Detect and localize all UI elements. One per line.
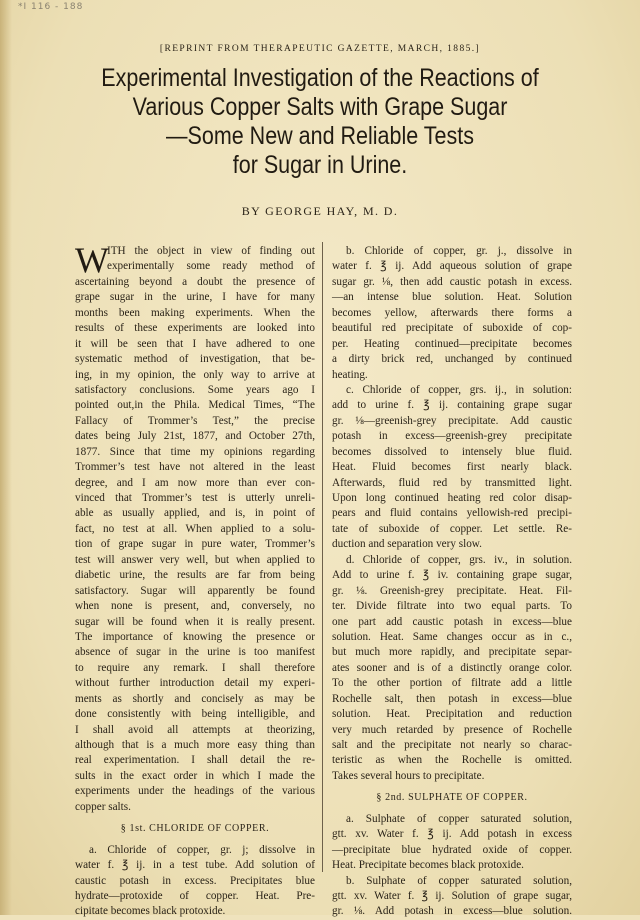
text-line: 1877. Since that time my opinions regarding <box>75 445 315 458</box>
text-line: per. Heating continued—precipitate becomes <box>332 337 572 350</box>
title-line: —Some New and Reliable Tests <box>166 122 474 150</box>
text-line: satisfactory. Sugar will apparently be found <box>75 584 315 597</box>
text-line: salt and the precipitate not nearly so charac- <box>332 739 572 751</box>
text-line: —an intense blue solution. Heat. Solution <box>332 291 572 304</box>
text-line: experimentally some ready method of <box>107 260 315 273</box>
text-line: becomes yellow, afterwards there forms a <box>332 306 572 319</box>
text-line: solution. Heat. Precipitation and reduction <box>332 708 572 721</box>
text-line: hydrate—protoxide of copper. Heat. Pre- <box>75 889 315 902</box>
text-line: gtt. xv. Water f. ℥ ij. Solution of grape sugar, <box>332 889 572 902</box>
text-line: sults in the exact order in which I made the <box>75 769 315 782</box>
text-line: I shall avoid all attempts at theorizing, <box>75 723 315 736</box>
drop-cap: W <box>75 240 109 280</box>
text-line: a. Chloride of copper, gr. j; dissolve in <box>89 843 315 856</box>
archive-mark: *I 116 - 188 <box>18 2 84 12</box>
text-line: pears and fluid contains yellowish-red precipi- <box>332 507 572 520</box>
text-line: absence of sugar in the urine is too manifest <box>75 646 315 659</box>
text-line: but much more rapidly, and precipitate separ- <box>332 646 572 659</box>
text-line: one part add caustic potash in excess—blue <box>332 615 572 628</box>
text-line: b. Chloride of copper, gr. j., dissolve in <box>346 245 572 257</box>
text-line: degree, and I am now more than ever con- <box>75 476 315 489</box>
text-line: able as usually applied, and is, in point of <box>75 507 315 520</box>
text-line: real experimentation. I shall detail the re- <box>75 754 315 767</box>
text-line: a dirty brick red, unchanged by continued <box>332 353 572 366</box>
text-line: months been making experiments. When the <box>75 306 315 319</box>
text-line: gr. ⅛. Add potash in excess—blue solution. <box>332 905 572 918</box>
text-line: d. Chloride of copper, grs. iv., in solution. <box>346 553 572 566</box>
text-line: cipitate becomes black protoxide. <box>75 905 226 918</box>
left-column <box>75 240 315 920</box>
text-line: gr. ⅛—greenish-grey precipitate. Add caustic <box>332 414 572 427</box>
section-heading: § 1st. CHLORIDE OF COPPER. <box>120 823 270 835</box>
text-line: duction and separation very slow. <box>332 538 482 551</box>
text-line: dates being July 21st, 1877, and October 27th, <box>75 430 315 443</box>
text-line: water f. ℥ ij. Add aqueous solution of grape <box>332 260 572 273</box>
column-divider <box>322 242 323 872</box>
text-line: very much retarded by presence of Rochelle <box>332 723 572 736</box>
text-line: ments as shortly and concisely as may be <box>75 692 315 705</box>
text-line: tate of suboxide of copper. Let settle. Re- <box>332 522 572 535</box>
text-line: results of these experiments are looked into <box>75 322 315 335</box>
text-line: water f. ℥ ij. in a test tube. Add solution of <box>75 859 315 872</box>
text-line: ascertaining beyond a doubt the presence of <box>75 275 315 288</box>
text-line: heating. <box>332 368 368 381</box>
text-line: teristic as when the Rochelle is omitted. <box>332 754 572 767</box>
text-line: without further introduction detail my experi- <box>75 677 315 690</box>
text-line: ates sooner and is of a distinctly orange color. <box>332 661 572 674</box>
text-line: To the other portion of filtrate add a little <box>332 677 572 690</box>
text-line: c. Chloride of copper, grs. ij., in solution: <box>346 383 572 396</box>
text-line: The importance of knowing the presence or <box>75 630 315 643</box>
text-line: ing, in my opinion, the only way to arrive at <box>75 368 315 381</box>
text-line: fact, no test at all. When applied to a solu- <box>75 522 315 535</box>
text-line: gr. ⅛. Greenish-grey precipitate. Heat. Fil- <box>332 584 572 597</box>
text-line: satisfactory conclusions. Some years ago I <box>75 383 315 396</box>
text-line: caustic potash in excess. Precipitates blue <box>75 874 315 887</box>
text-line: done consistently with being intelligible, and <box>75 708 315 721</box>
text-line: Add to urine f. ℥ iv. containing grape sugar, <box>332 569 572 582</box>
text-line: test will answer very well, but when applied to <box>75 553 315 566</box>
text-line: vinced that Trommer’s test is utterly unreli- <box>75 492 315 504</box>
text-line: when none is present, and, conversely, no <box>75 600 315 613</box>
page-edge-shadow <box>0 0 12 915</box>
title-line: Experimental Investigation of the Reactions of <box>101 64 539 92</box>
text-line: Upon long continued heating red color disap- <box>332 492 572 504</box>
text-line: Takes several hours to precipitate. <box>332 769 485 782</box>
text-line: Heat. Precipitate becomes black protoxide. <box>332 859 524 872</box>
text-line: experiments under the headings of the various <box>75 785 315 798</box>
text-line: although that is a much more easy thing than <box>75 739 315 751</box>
text-line: tion of grape sugar in pure water, Trommer’s <box>75 538 315 551</box>
reprint-notice: [REPRINT FROM THERAPEUTIC GAZETTE, MARCH, 1885.] <box>159 44 481 54</box>
text-line: pointed out,in the Phila. Medical Times, “The <box>75 399 315 412</box>
right-column <box>332 244 572 920</box>
text-line: diabetic urine, the results are far from being <box>75 569 315 582</box>
text-line: —precipitate blue hydrated oxide of copper. <box>332 843 572 856</box>
title-line: for Sugar in Urine. <box>232 151 408 179</box>
text-line: b. Sulphate of copper saturated solution, <box>346 874 572 887</box>
text-line: Trommer’s test have not altered in the least <box>75 461 315 474</box>
text-line: gtt. xv. Water f. ℥ ij. Add potash in excess <box>332 828 572 841</box>
text-line: beautiful red precipitate of suboxide of cop- <box>332 322 572 335</box>
text-line: add to urine f. ℥ ij. containing grape sugar <box>332 399 572 412</box>
title-line: Various Copper Salts with Grape Sugar <box>132 93 508 121</box>
text-line: solution. Heat. Same changes occur as in c., <box>332 630 572 643</box>
text-line: Heat. Fluid becomes first nearly black. <box>332 461 572 474</box>
text-line: copper salts. <box>75 800 131 813</box>
text-line: becomes dissolved to intensely blue fluid. <box>332 445 572 458</box>
text-line: ter. Divide filtrate into two equal parts. To <box>332 600 572 613</box>
text-line: Rochelle salt, then potash in excess—blue <box>332 692 572 705</box>
text-line: potash in excess—greenish-grey precipitate <box>332 430 572 443</box>
text-line: to require any remark. I shall therefore <box>75 661 315 674</box>
article-title <box>62 64 578 180</box>
text-line: sugar gr. ⅛, then add caustic potash in excess. <box>332 275 572 288</box>
text-line: grape sugar in the urine, I have for many <box>75 291 315 304</box>
section-heading: § 2nd. SULPHATE OF COPPER. <box>376 792 528 804</box>
text-line: sugar will be found when it is really present. <box>75 615 315 628</box>
text-line: a. Sulphate of copper saturated solution, <box>346 812 572 825</box>
text-line: Fallacy of Trommer’s Test,” the precise <box>75 414 315 427</box>
text-line: it will be seen that I have adhered to one <box>75 337 315 350</box>
author-byline: BY GEORGE HAY, M. D. <box>241 204 399 218</box>
text-line: Afterwards, fluid red by transmitted light. <box>332 476 572 489</box>
text-line: systematic method of investigation, that be- <box>75 353 315 366</box>
text-line: ITH the object in view of finding out <box>107 245 315 257</box>
